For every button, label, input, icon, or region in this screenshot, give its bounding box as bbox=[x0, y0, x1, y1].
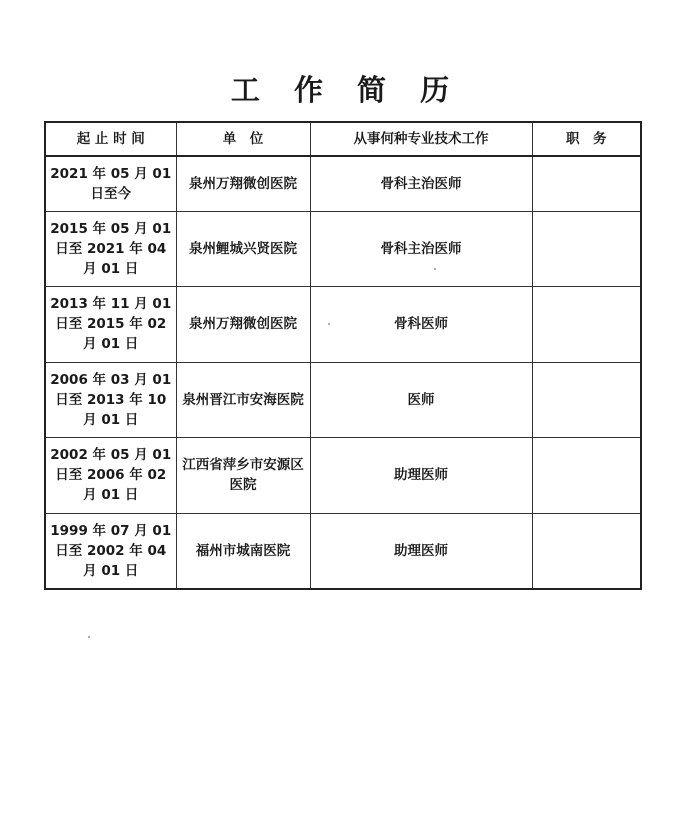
work-cell: 医师 bbox=[310, 362, 532, 437]
unit-cell: 福州市城南医院 bbox=[176, 513, 310, 589]
unit-cell: 泉州晋江市安海医院 bbox=[176, 362, 310, 437]
table-row bbox=[45, 437, 641, 513]
header-work: 从事何种专业技术工作 bbox=[310, 122, 532, 156]
scan-speck bbox=[88, 636, 90, 638]
page-title: 工 作 简 历 bbox=[230, 73, 462, 107]
scan-speck bbox=[434, 268, 436, 270]
post-cell bbox=[532, 513, 641, 589]
time-cell: 2013 年 11 月 01 日至 2015 年 02 月 01 日 bbox=[45, 286, 176, 362]
work-cell: 骨科主治医师 bbox=[310, 156, 532, 211]
table-row bbox=[45, 211, 641, 286]
work-cell: 骨科主治医师 bbox=[310, 211, 532, 286]
header-unit: 单 位 bbox=[176, 122, 310, 156]
table-header-row bbox=[45, 122, 641, 156]
post-cell bbox=[532, 286, 641, 362]
table-row bbox=[45, 156, 641, 211]
post-cell bbox=[532, 211, 641, 286]
post-cell bbox=[532, 362, 641, 437]
work-cell: 助理医师 bbox=[310, 513, 532, 589]
post-cell bbox=[532, 437, 641, 513]
unit-cell: 泉州万翔微创医院 bbox=[176, 156, 310, 211]
time-cell: 2006 年 03 月 01 日至 2013 年 10 月 01 日 bbox=[45, 362, 176, 437]
work-history-table bbox=[44, 121, 642, 590]
work-cell: 助理医师 bbox=[310, 437, 532, 513]
table-row bbox=[45, 286, 641, 362]
time-cell: 1999 年 07 月 01 日至 2002 年 04 月 01 日 bbox=[45, 513, 176, 589]
time-cell: 2002 年 05 月 01 日至 2006 年 02 月 01 日 bbox=[45, 437, 176, 513]
work-cell: 骨科医师 bbox=[310, 286, 532, 362]
header-post: 职 务 bbox=[532, 122, 641, 156]
post-cell bbox=[532, 156, 641, 211]
time-cell: 2021 年 05 月 01 日至今 bbox=[45, 156, 176, 211]
unit-cell: 江西省萍乡市安源区医院 bbox=[176, 437, 310, 513]
time-cell: 2015 年 05 月 01 日至 2021 年 04 月 01 日 bbox=[45, 211, 176, 286]
table-row bbox=[45, 513, 641, 589]
table-row bbox=[45, 362, 641, 437]
unit-cell: 泉州鲤城兴贤医院 bbox=[176, 211, 310, 286]
unit-cell: 泉州万翔微创医院 bbox=[176, 286, 310, 362]
scan-speck bbox=[328, 323, 330, 325]
header-time: 起 止 时 间 bbox=[45, 122, 176, 156]
